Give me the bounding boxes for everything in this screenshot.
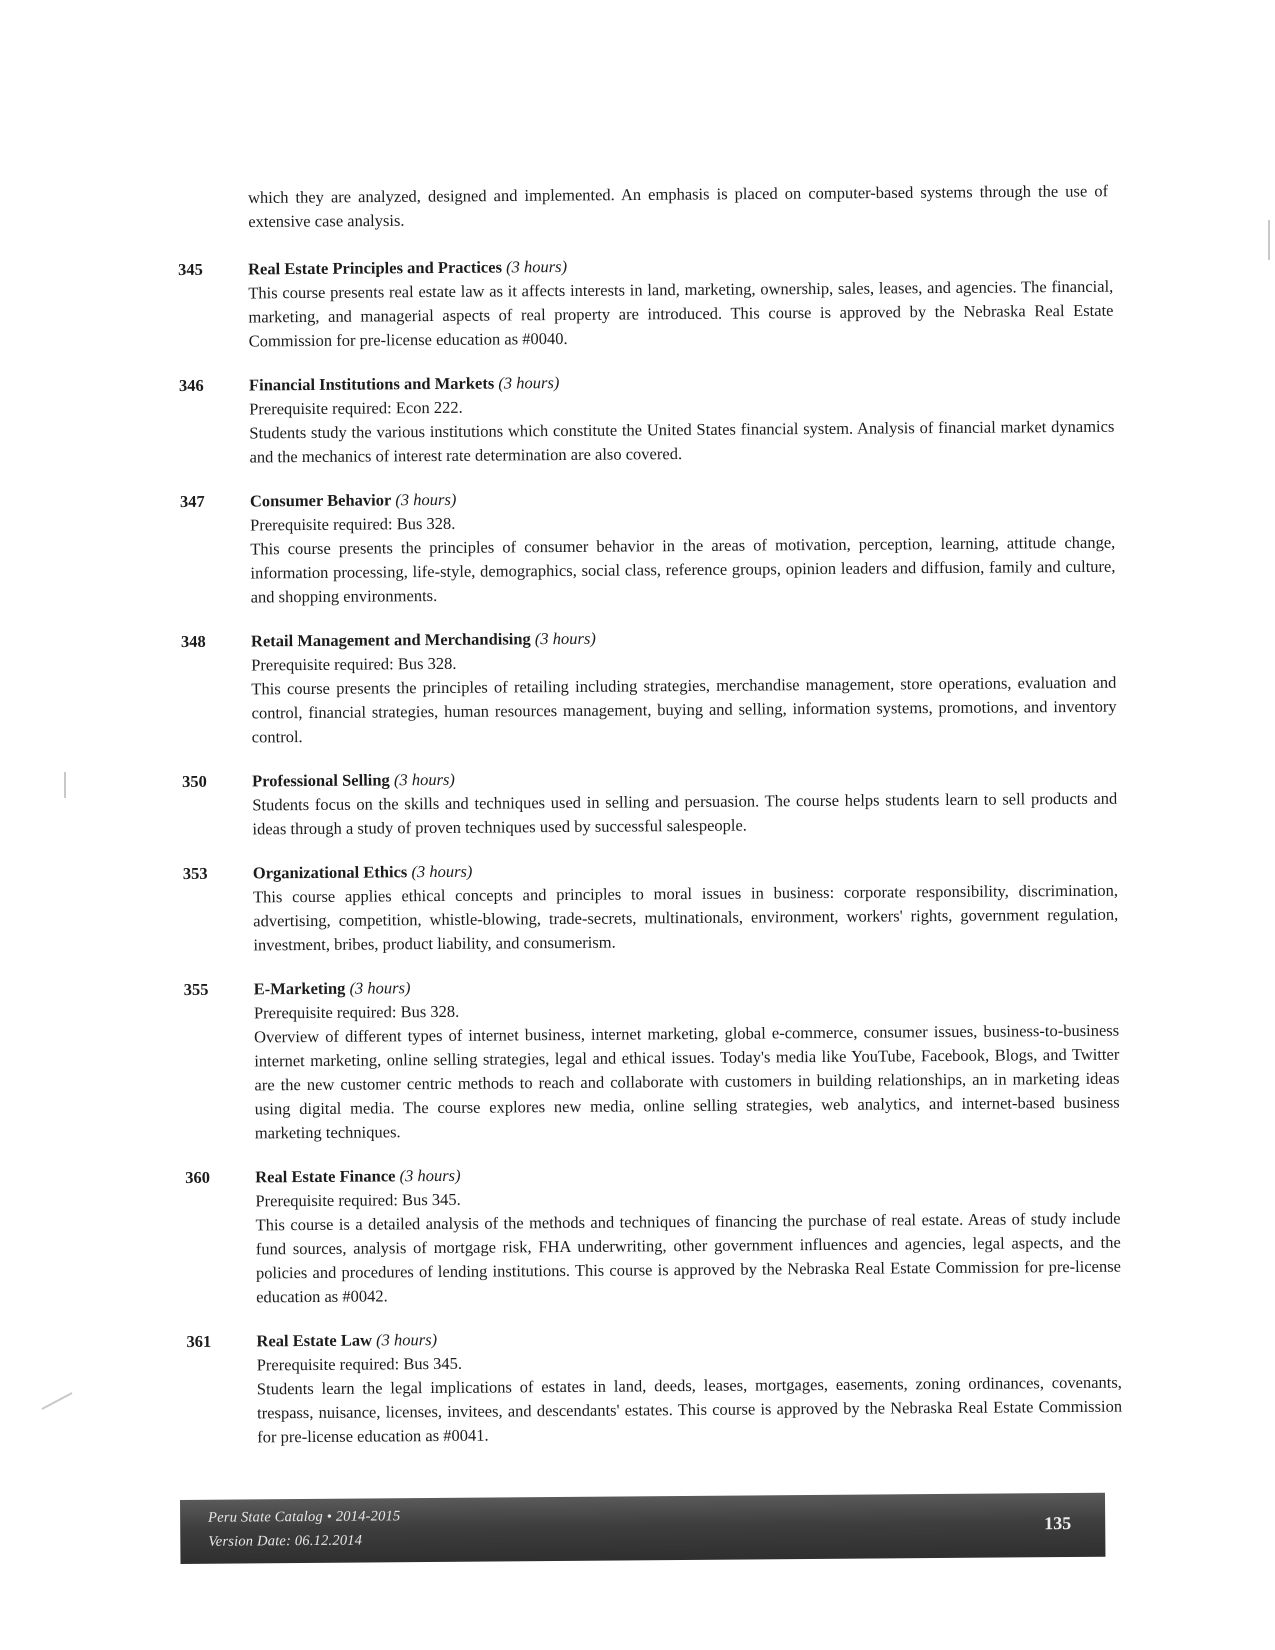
course-title: E-Marketing [253,978,346,999]
course-title: Real Estate Finance [255,1166,396,1187]
course-prerequisite: Prerequisite required: Bus 328. [253,1001,460,1023]
course-hours: (3 hours) [534,628,596,649]
course-hours: (3 hours) [399,1165,461,1186]
course-description: This course applies ethical concepts and principles to moral issues in business: corporate responsibility, discrimination, advertising, competition, whistle-blowing, trade-secrets, multinationals, environment, workers' rights, government regulation, investment, bribes, product liability, and consumerism. [252,880,1119,955]
course-hours: (3 hours) [376,1329,438,1350]
course-entry [179,367,1115,470]
scan-mark-right [1268,220,1270,260]
course-body [249,367,1115,470]
course-entry [182,763,1118,842]
course-hours: (3 hours) [395,489,457,510]
intro-continuation: which they are analyzed, designed and implemented. An emphasis is placed on computer-based systems through the use of extensive case analysis. [248,181,1109,231]
page-number: 135 [1044,1513,1072,1534]
course-entry [183,855,1119,958]
course-prerequisite: Prerequisite required: Econ 222. [249,397,463,419]
course-number: 346 [178,375,204,395]
version-date: Version Date: 06.12.2014 [208,1532,363,1550]
course-title: Real Estate Principles and Practices [248,257,503,279]
course-description: Students learn the legal implications of estates in land, deeds, leases, mortgages, easements, zoning ordinances, covenants, trespass, nuisance, licenses, invitees, and descendants' estates. This course is approved by the Nebraska Real Estate Commission for pre-license education as #0041. [256,1372,1123,1447]
course-entry [186,1323,1122,1450]
course-list [178,251,1122,1470]
course-title: Retail Management and Merchandising [250,629,531,651]
course-entry [178,251,1114,354]
course-prerequisite: Prerequisite required: Bus 345. [255,1189,461,1211]
course-hours: (3 hours) [498,373,560,393]
course-entry [181,623,1117,750]
course-body [252,763,1118,842]
course-description: Students focus on the skills and techniques used in selling and persuasion. The course helps students learn to sell products and ideas through a study of proven techniques used by successful salespeople. [252,788,1118,839]
course-description: Students study the various institutions which constitute the United States financial system. Analysis of financial market dynamics and the mechanics of interest rate determination are also covered. [249,416,1115,467]
course-prerequisite: Prerequisite required: Bus 328. [250,513,456,535]
course-description: This course presents real estate law as it affects interests in land, marketing, ownership, sales, leases, and agencies. The financial, marketing, and managerial aspects of real property are introduced. This course is approved by the Nebraska Real Estate Commission for pre-license education as #0040. [248,276,1114,351]
course-description: This course is a detailed analysis of the methods and techniques of financing the purchase of real estate. Areas of study include fund sources, analysis of mortgage risk, FHA underwriting, other government influences and agencies, legal aspects, and the policies and procedures of lending institutions. This course is approved by the Nebraska Real Estate Commission for pre-license education as #0042. [255,1208,1122,1307]
course-title: Consumer Behavior [249,490,392,511]
course-hours: (3 hours) [393,769,455,790]
page-footer [180,1493,1105,1564]
course-number: 348 [180,631,206,651]
course-number: 347 [179,491,205,511]
course-title: Organizational Ethics [252,862,408,883]
course-number: 355 [183,979,209,999]
course-entry [184,971,1120,1146]
course-number: 353 [182,863,208,883]
scan-mark-curve [42,1392,73,1410]
course-description: This course presents the principles of retailing including strategies, merchandise management, store operations, evaluation and control, financial strategies, human resources management, buying and selling, information systems, promotions, and inventory control. [251,672,1117,747]
course-description: This course presents the principles of consumer behavior in the areas of motivation, perception, learning, attitude change, information processing, life-style, demographics, social class, reference groups, opinion leaders and diffusion, family and culture, and shopping environments. [250,532,1116,607]
course-body [248,251,1114,354]
course-number: 350 [182,771,207,791]
course-prerequisite: Prerequisite required: Bus 328. [251,653,457,675]
course-hours: (3 hours) [349,978,411,998]
course-body [256,1323,1122,1450]
course-number: 360 [185,1167,211,1187]
course-description: Overview of different types of internet business, internet marketing, global e-commerce, consumer issues, business-to-business internet marketing, online selling strategies, legal and ethical issues. Today's media like YouTube, Facebook, Blogs, and Twitter are the new customer centric methods to reach and collaborate with customers in building relationships, an in marketing ideas using digital media. The course explores new media, online selling strategies, web analytics, and internet-based business marketing techniques. [254,1020,1120,1143]
course-body [255,1159,1121,1310]
course-number: 361 [186,1331,212,1351]
course-prerequisite: Prerequisite required: Bus 345. [256,1353,463,1375]
course-entry [180,483,1116,610]
course-title: Professional Selling [252,770,390,791]
scan-mark-left [64,772,66,798]
course-title: Financial Institutions and Markets [248,373,495,395]
course-entry [185,1159,1121,1310]
course-body [253,855,1119,958]
course-number: 345 [178,259,203,279]
course-body [250,483,1116,610]
course-body [251,623,1117,750]
course-title: Real Estate Law [256,1330,373,1351]
course-hours: (3 hours) [411,861,473,882]
course-body [254,971,1120,1146]
catalog-title: Peru State Catalog • 2014-2015 [208,1508,401,1526]
course-hours: (3 hours) [506,256,568,277]
